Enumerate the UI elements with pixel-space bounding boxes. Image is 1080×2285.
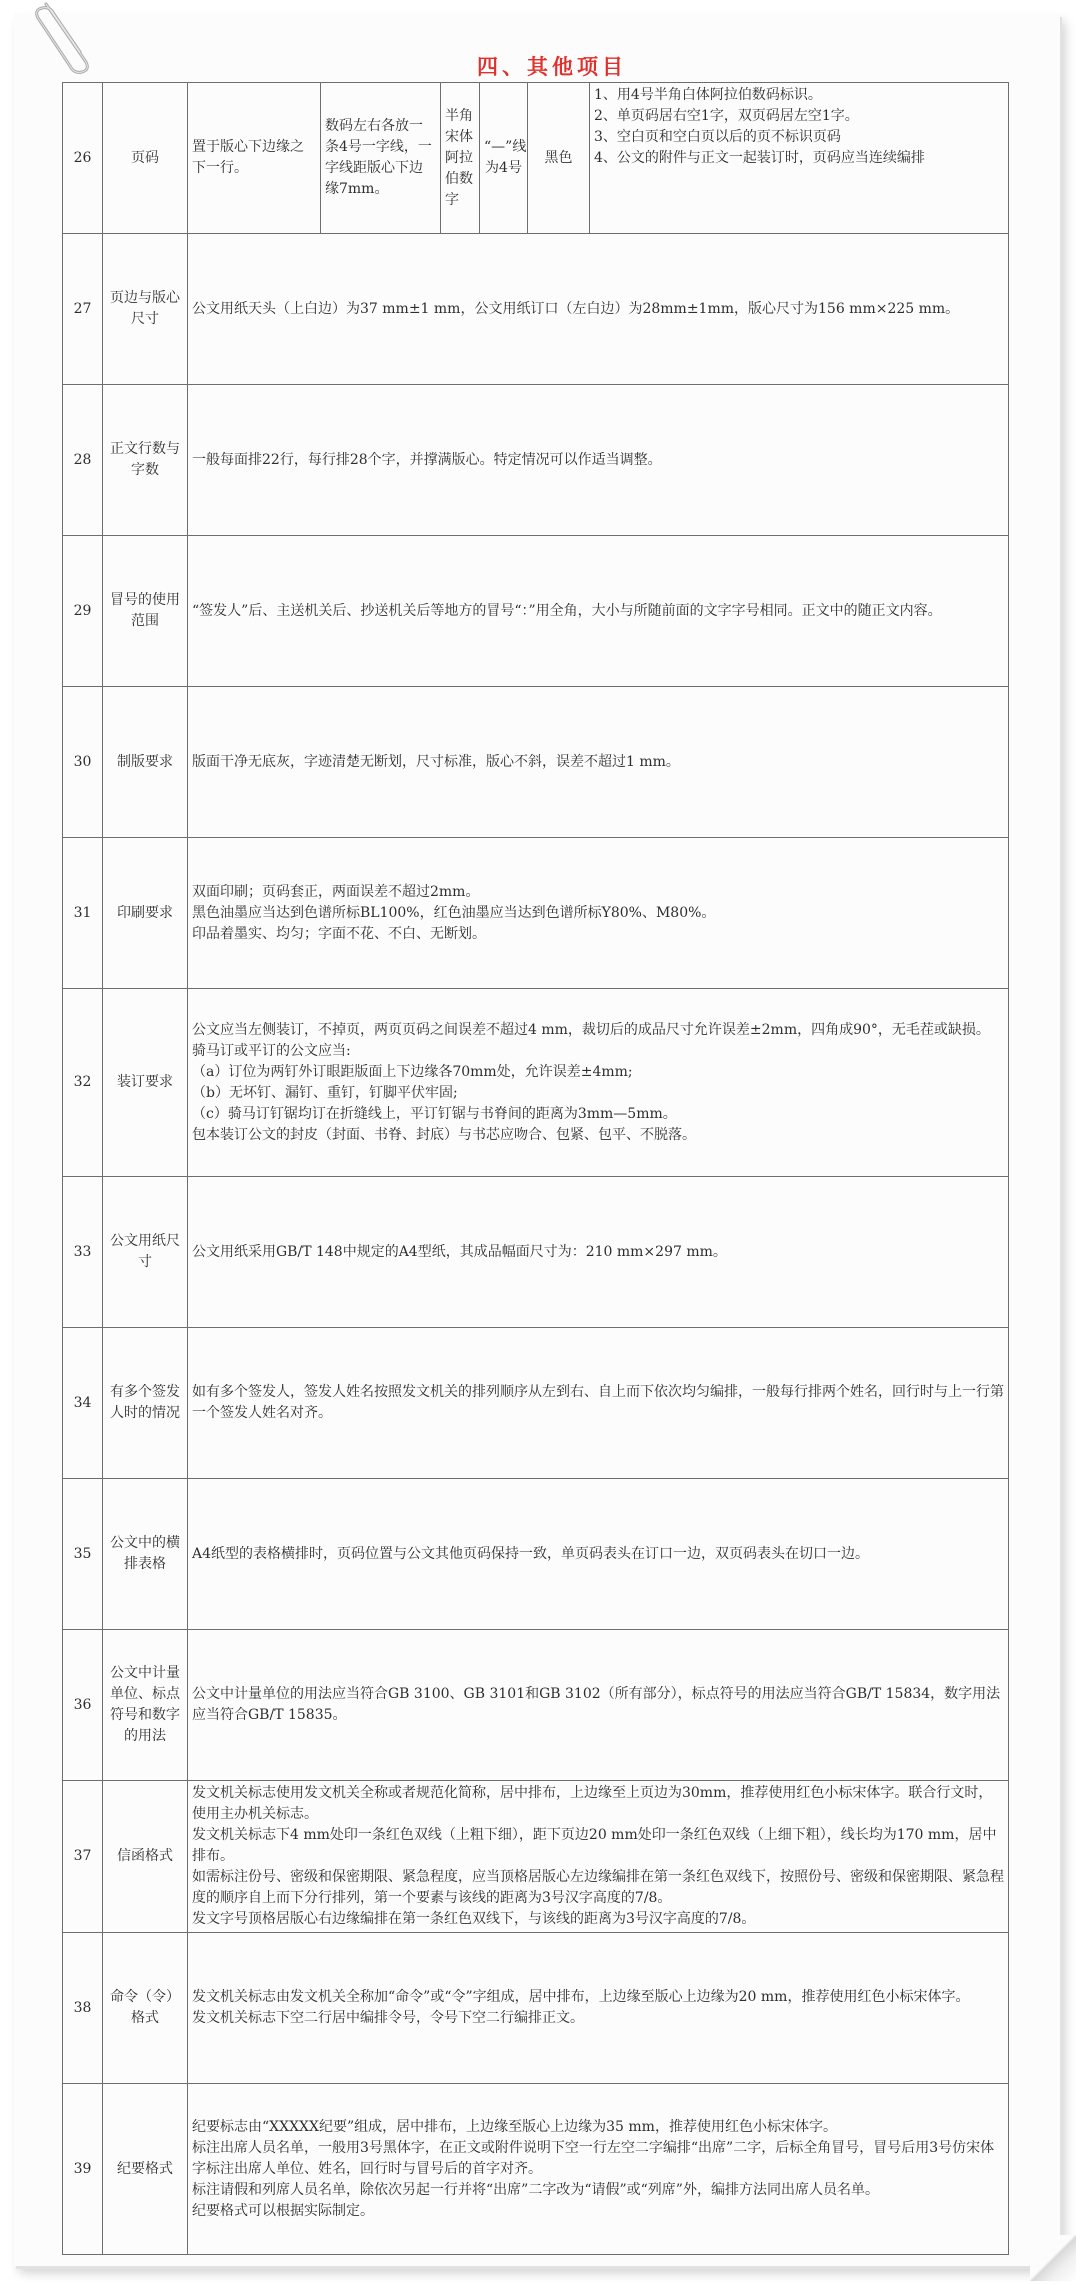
table-row (63, 838, 1009, 989)
row-number: 27 (63, 234, 103, 385)
row-item: 纪要格式 (103, 2084, 188, 2255)
row-description (188, 234, 1009, 385)
row-description (188, 1933, 1009, 2084)
row-description (188, 1328, 1009, 1479)
row-number: 33 (63, 1177, 103, 1328)
note-line: 3、空白页和空白页以后的页不标识页码 (594, 129, 841, 145)
row-description (188, 1630, 1009, 1781)
table-row (63, 234, 1009, 385)
description-line: 如需标注份号、密级和保密期限、紧急程度，应当顶格居版心左边缘编排在第一条红色双线下，按照份号、密级和保密期限、紧急程度的顺序自上而下分行排列，第一个要素与该线的距离为3号汉字高度的7/8。 (192, 1869, 1004, 1906)
table-row (63, 1781, 1009, 1933)
description-line: 双面印刷；页码套正，两面误差不超过2mm。 (192, 883, 480, 900)
row-number: 35 (63, 1479, 103, 1630)
row-item: 冒号的使用范围 (103, 536, 188, 687)
page-number-notes (590, 83, 1009, 234)
row-number: 37 (63, 1781, 103, 1933)
row-item: 页边与版心尺寸 (103, 234, 188, 385)
page-number-format: 数码左右各放一条4号一字线，一字线距版心下边缘7mm。 (321, 83, 441, 234)
note-line: 4、公文的附件与正文一起装订时，页码应当连续编排 (594, 150, 925, 166)
table-row (63, 1933, 1009, 2084)
row-description (188, 385, 1009, 536)
row-item: 公文中的横排表格 (103, 1479, 188, 1630)
row-item: 装订要求 (103, 989, 188, 1177)
note-line: 1、用4号半角白体阿拉伯数码标识。 (594, 87, 822, 103)
description-line: 纪要格式可以根据实际制定。 (192, 2202, 374, 2219)
row-item: 命令（令）格式 (103, 1933, 188, 2084)
description-line: 公文用纸天头（上白边）为37 mm±1 mm，公文用纸订口（左白边）为28mm±1mm，版心尺寸为156 mm×225 mm。 (192, 300, 960, 317)
page-number-line: “—”线为4号 (480, 83, 528, 234)
description-line: 发文机关标志由发文机关全称加“命令”或“令”字组成，居中排布，上边缘至版心上边缘为20 mm，推荐使用红色小标宋体字。 (192, 1989, 970, 2005)
description-line: A4纸型的表格横排时，页码位置与公文其他页码保持一致，单页码表头在订口一边，双页码表头在切口一边。 (192, 1545, 870, 1562)
row-item: 公文用纸尺寸 (103, 1177, 188, 1328)
table-row (63, 687, 1009, 838)
page-number-color: 黑色 (528, 83, 590, 234)
description-line: 发文机关标志下空二行居中编排令号，令号下空二行编排正文。 (192, 2010, 584, 2026)
table-row (63, 2084, 1009, 2255)
row-description (188, 1479, 1009, 1630)
table-row (63, 536, 1009, 687)
table-row (63, 1630, 1009, 1781)
description-line: 发文机关标志下4 mm处印一条红色双线（上粗下细），距下页边20 mm处印一条红色双线（上细下粗），线长均为170 mm，居中排布。 (192, 1827, 997, 1864)
page-number-font: 半角宋体阿拉伯数字 (441, 83, 480, 234)
description-line: 标注出席人员名单，一般用3号黑体字，在正文或附件说明下空一行左空二字编排“出席”二字，后标全角冒号，冒号后用3号仿宋体字标注出席人单位、姓名，回行时与冒号后的首字对齐。 (192, 2139, 995, 2177)
spec-table (62, 82, 1009, 2255)
paper-clip-icon (28, 0, 98, 74)
row-item: 页码 (103, 83, 188, 234)
row-item: 公文中计量单位、标点符号和数字的用法 (103, 1630, 188, 1781)
row-item: 信函格式 (103, 1781, 188, 1933)
description-line: （a）订位为两钉外订眼距版面上下边缘各70mm处，允许误差±4mm; (192, 1063, 633, 1080)
table-row (63, 989, 1009, 1177)
description-line: （b）无坏钉、漏钉、重钉，钉脚平伏牢固; (192, 1084, 458, 1101)
description-line: 版面干净无底灰，字迹清楚无断划，尺寸标准，版心不斜，误差不超过1 mm。 (192, 753, 680, 770)
note-line: 2、单页码居右空1字，双页码居左空1字。 (594, 108, 859, 124)
description-line: 公文用纸采用GB/T 148中规定的A4型纸，其成品幅面尺寸为：210 mm×297 mm。 (192, 1243, 727, 1260)
page-number-position: 置于版心下边缘之下一行。 (188, 83, 321, 234)
row-item: 印刷要求 (103, 838, 188, 989)
table-row (63, 1177, 1009, 1328)
description-line: 骑马订或平订的公文应当: (192, 1042, 351, 1059)
description-line: 印品着墨实、均匀；字面不花、不白、无断划。 (192, 925, 486, 942)
page-curl (1030, 2235, 1076, 2281)
row-number: 31 (63, 838, 103, 989)
description-line: 发文机关标志使用发文机关全称或者规范化简称，居中排布，上边缘至上页边为30mm，推荐使用红色小标宋体字。联合行文时，使用主办机关标志。 (192, 1785, 993, 1822)
row-number: 38 (63, 1933, 103, 2084)
description-line: 包本装订公文的封皮（封面、书脊、封底）与书芯应吻合、包紧、包平、不脱落。 (192, 1126, 696, 1143)
row-number: 32 (63, 989, 103, 1177)
table-row (63, 1328, 1009, 1479)
row-number: 28 (63, 385, 103, 536)
description-line: 标注请假和列席人员名单，除依次另起一行并将“出席”二字改为“请假”或“列席”外，编排方法同出席人员名单。 (192, 2181, 879, 2198)
row-number: 30 (63, 687, 103, 838)
row-number: 29 (63, 536, 103, 687)
description-line: 黑色油墨应当达到色谱所标BL100%，红色油墨应当达到色谱所标Y80%、M80%。 (192, 904, 716, 921)
row-number: 34 (63, 1328, 103, 1479)
row-description (188, 687, 1009, 838)
spec-table-wrap (62, 82, 1008, 2255)
description-line: 发文字号顶格居版心右边缘编排在第一条红色双线下，与该线的距离为3号汉字高度的7/8。 (192, 1911, 756, 1927)
row-item: 正文行数与字数 (103, 385, 188, 536)
table-row (63, 1479, 1009, 1630)
description-line: （c）骑马订钉锯均订在折缝线上，平订钉锯与书脊间的距离为3mm—5mm。 (192, 1105, 677, 1122)
description-line: 纪要标志由“XXXXX纪要”组成，居中排布，上边缘至版心上边缘为35 mm，推荐使用红色小标宋体字。 (192, 2118, 837, 2135)
row-item: 有多个签发人时的情况 (103, 1328, 188, 1479)
description-line: 公文应当左侧装订，不掉页，两页页码之间误差不超过4 mm，裁切后的成品尺寸允许误差±2mm，四角成90°，无毛茬或缺损。 (192, 1021, 990, 1038)
row-number: 26 (63, 83, 103, 234)
row-item: 制版要求 (103, 687, 188, 838)
row-description (188, 536, 1009, 687)
table-row (63, 83, 1009, 234)
description-line: 公文中计量单位的用法应当符合GB 3100、GB 3101和GB 3102（所有部分），标点符号的用法应当符合GB/T 15834，数字用法应当符合GB/T 15835。 (192, 1686, 1001, 1723)
row-number: 39 (63, 2084, 103, 2255)
section-title: 四、其他项目 (477, 54, 627, 79)
row-description (188, 1781, 1009, 1933)
row-number: 36 (63, 1630, 103, 1781)
description-line: 如有多个签发人，签发人姓名按照发文机关的排列顺序从左到右、自上而下依次均匀编排，一般每行排两个姓名，回行时与上一行第一个签发人姓名对齐。 (192, 1384, 1004, 1421)
row-description (188, 1177, 1009, 1328)
table-row (63, 385, 1009, 536)
row-description (188, 838, 1009, 989)
row-description (188, 989, 1009, 1177)
description-line: “签发人”后、主送机关后、抄送机关后等地方的冒号“：”用全角，大小与所随前面的文字字号相同。正文中的随正文内容。 (192, 602, 942, 619)
row-description (188, 2084, 1009, 2255)
description-line: 一般每面排22行，每行排28个字，并撑满版心。特定情况可以作适当调整。 (192, 451, 662, 468)
